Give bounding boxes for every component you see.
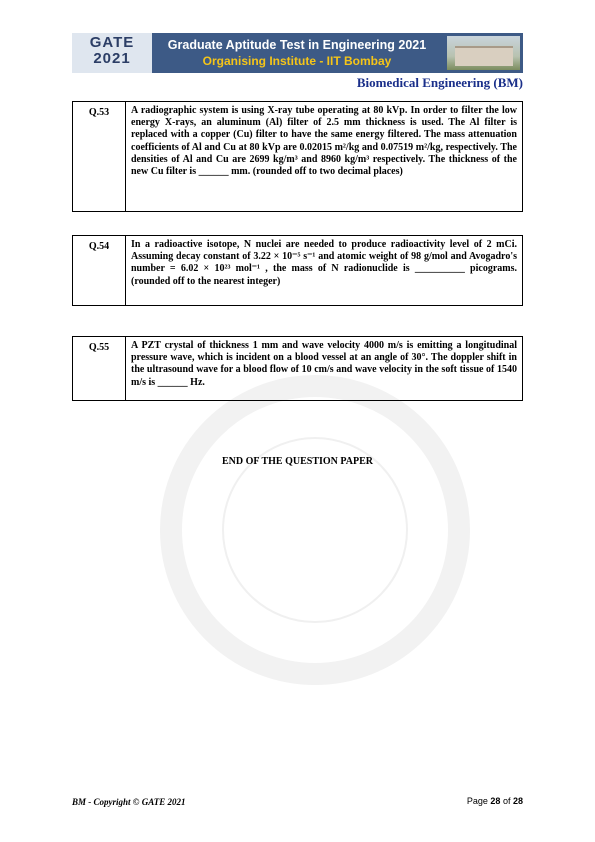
logo-gate-text: GATE	[89, 34, 135, 51]
footer-copyright: BM - Copyright © GATE 2021	[72, 797, 186, 807]
page-current: 28	[490, 796, 501, 806]
footer-page-number	[467, 796, 523, 806]
end-of-paper: END OF THE QUESTION PAPER	[222, 456, 373, 467]
question-number: Q.55	[73, 337, 126, 400]
paper-name: Biomedical Engineering (BM)	[356, 75, 523, 90]
question-text: A radiographic system is using X-ray tube operating at 80 kVp. In order to filter the low energy X-rays, an aluminum (Al) filter of 2.5 mm thickness is used. The Al filter is replaced with a copper (Cu) filter to have the same energy filtered. The mass attenuation coefficients of Al and Cu at 80 kVp are 0.02015 m²/kg and 0.07519 m²/kg, respectively. The densities of Al and Cu are 2699 kg/m³ and 8960 kg/m³ respectively. The thickness of the new Cu filter is ______ mm. (rounded off to two decimal places)	[131, 105, 517, 178]
question-box-55	[72, 336, 523, 401]
campus-building-icon	[455, 46, 513, 66]
question-text: A PZT crystal of thickness 1 mm and wave velocity 4000 m/s is emitting a longitudinal pressure wave, which is incident on a blood vessel at an angle of 30°. The doppler shift in the ultrasound wave for a blood flow of 10 cm/s and wave velocity in the soft tissue of 1540 m/s is ______ Hz.	[131, 340, 517, 388]
logo-year-text: 2021	[93, 50, 131, 67]
header-subtitle: Organising Institute - IIT Bombay	[202, 54, 392, 68]
page-of: of	[502, 796, 511, 806]
question-number: Q.54	[73, 236, 126, 305]
question-number: Q.53	[73, 102, 126, 211]
question-text: In a radioactive isotope, N nuclei are needed to produce radioactivity level of 2 mCi. Assuming decay constant of 3.22 × 10⁻⁵ s⁻¹ and atomic weight of 98 g/mol and Avogadro's number = 6.02 × 10²³ mol⁻¹ , the mass of N radionuclide is __________ picograms. (rounded off to the nearest integer)	[131, 239, 517, 287]
page-prefix: Page	[466, 796, 488, 806]
gate-logo	[72, 33, 152, 73]
page-total: 28	[512, 796, 523, 806]
header-title: Graduate Aptitude Test in Engineering 2021	[167, 38, 427, 52]
question-box-54	[72, 235, 523, 306]
question-box-53	[72, 101, 523, 212]
